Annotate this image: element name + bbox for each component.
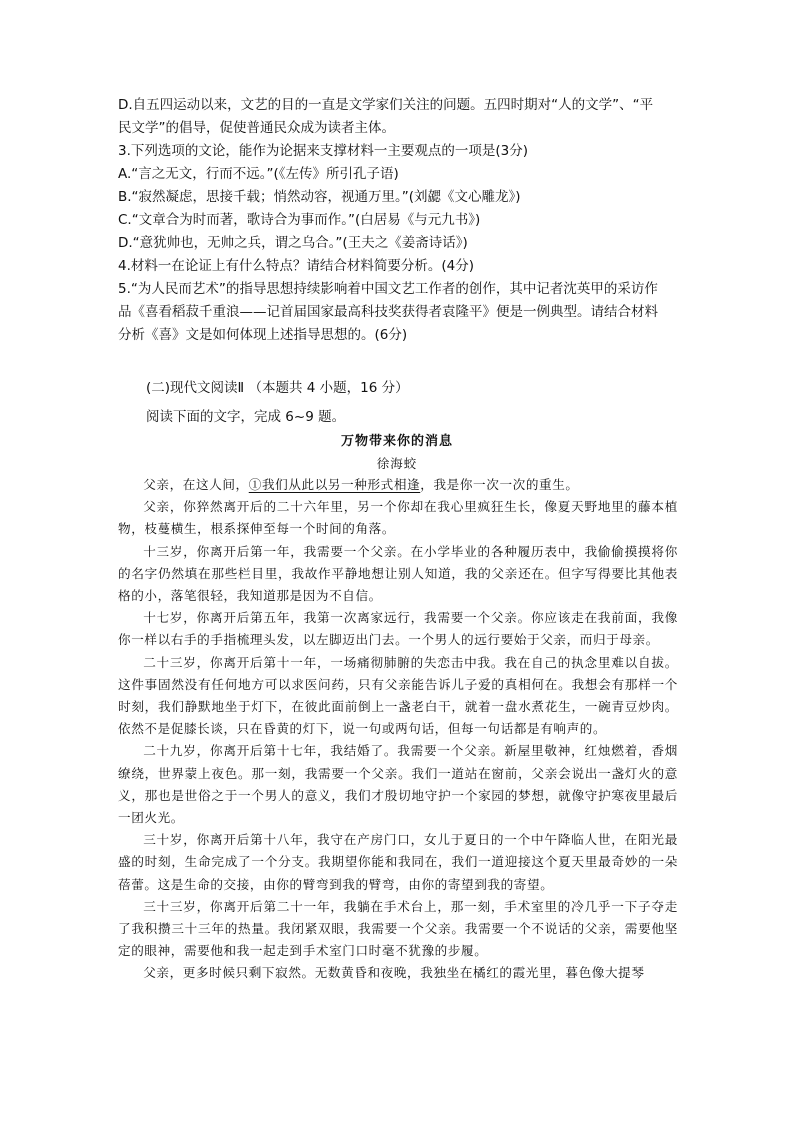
question-4: 4.材料一在论证上有什么特点？请结合材料简要分析。(4分) (118, 258, 475, 274)
question-3-option-d: D.“意犹帅也，无帅之兵，谓之乌合。”(王夫之《姜斋诗话》) (118, 235, 468, 251)
question-5-line-2: 品《喜看稻菽千重浪——记首届国家最高科技奖获得者袁隆平》便是一例典型。请结合材料 (118, 304, 658, 320)
essay-paragraph: 三十三岁，你离开后第二十一年，我躺在手术台上，那一刻，手术室里的冷几乎一下子夺走了我积攒三十三年的热量。我闭紧双眼，我需要一个父亲。我需要一个不说话的父亲，需要他坚定的眼神，需要他和我一起走到手术室门口时毫不犹豫的步履。 (118, 898, 678, 959)
essay-paragraph: 十三岁，你离开后第一年，我需要一个父亲。在小学毕业的各种履历表中，我偷偷摸摸将你的名字仍然填在那些栏目里，我故作平静地想让别人知道，我的父亲还在。但字写得要比其他表格的小，落笔很轻，我知道那是因为不自信。 (118, 543, 678, 604)
paragraph-text: ，我是你一次一次的重生。 (420, 477, 579, 492)
question-5-line-1: 5.“为人民而艺术”的指导思想持续影响着中国文艺工作者的创作，其中记者沈英甲的采访作 (118, 281, 658, 297)
essay-paragraph: 三十岁，你离开后第十八年，我守在产房门口，女儿于夏日的一个中午降临人世，在阳光最盛的时刻，生命完成了一个分支。我期望你能和我同在，我们一道迎接这个夏天里最奇妙的一朵蓓蕾。这是生命的交接，由你的臂弯到我的臂弯，由你的寄望到我的寄望。 (118, 832, 678, 892)
question-5-line-3: 分析《喜》文是如何体现上述指导思想的。(6分) (118, 327, 408, 343)
question-3: 3.下列选项的文论，能作为论据来支撑材料一主要观点的一项是(3分) (118, 143, 529, 159)
section-heading: (二)现代文阅读Ⅱ （本题共 4 小题，16 分） (146, 380, 409, 396)
essay-title: 万物带来你的消息 (340, 434, 453, 449)
option-d-line-1: D.自五四运动以来，文艺的目的一直是文学家们关注的问题。五四时期对“人的文学”、“平 (118, 97, 654, 113)
essay-body (118, 474, 678, 985)
essay-paragraph: 父亲，更多时候只剩下寂然。无数黄昏和夜晚，我独坐在橘红的霞光里，暮色像大提琴 (143, 965, 645, 981)
essay-paragraph: 十七岁，你离开后第五年，我第一次离家远行，我需要一个父亲。你应该走在我前面，我像你一样以右手的手指梳理头发，以左脚迈出门去。一个男人的远行要始于父亲，而归于母亲。 (118, 610, 678, 648)
option-d-line-2: 民文学”的倡导，促使普通民众成为读者主体。 (118, 120, 395, 136)
essay-paragraph: 父亲，你猝然离开后的二十六年里，另一个你却在我心里疯狂生长，像夏天野地里的藤本植物，枝蔓横生，根系探伸至每一个时间的角落。 (118, 499, 678, 537)
section-instruction: 阅读下面的文字，完成 6~9 题。 (146, 409, 346, 425)
essay-author: 徐海蛟 (376, 456, 418, 471)
question-3-option-a: A.“言之无文，行而不远。”(《左传》所引孔子语) (118, 166, 399, 182)
underlined-sentence-1: ①我们从此以另一种形式相逢 (248, 477, 421, 492)
essay-paragraph: 二十三岁，你离开后第十一年，一场痛彻肺腑的失恋击中我。我在自己的执念里难以自拔。这件事固然没有任何地方可以求医问药，只有父亲能告诉儿子爱的真相何在。我想会有那样一个时刻，我们静默地坐于灯下，在彼此面前倒上一盏老白干，就着一盘水煮花生，一碗青豆炒肉。依然不是促膝长谈，只在昏黄的灯下，说一句或两句话，但每一句话都是有响声的。 (118, 654, 678, 737)
essay-paragraph: 二十九岁，你离开后第十七年，我结婚了。我需要一个父亲。新屋里敬神，红烛燃着，香烟缭绕，世界蒙上夜色。那一刻，我需要一个父亲。我们一道站在窗前，父亲会说出一盏灯火的意义，那也是世俗之于一个男人的意义，我们才殷切地守护一个家园的梦想，就像守护寒夜里最后一团火光。 (118, 743, 678, 826)
question-3-option-b: B.“寂然凝虑，思接千载；悄然动容，视通万里。”(刘勰《文心雕龙》) (118, 189, 521, 205)
essay-paragraph (118, 474, 678, 496)
question-3-option-c: C.“文章合为时而著，歌诗合为事而作。”(白居易《与元九书》) (118, 212, 481, 228)
paragraph-text: 父亲，在这人间， (143, 477, 249, 492)
reading-questions (118, 94, 678, 347)
